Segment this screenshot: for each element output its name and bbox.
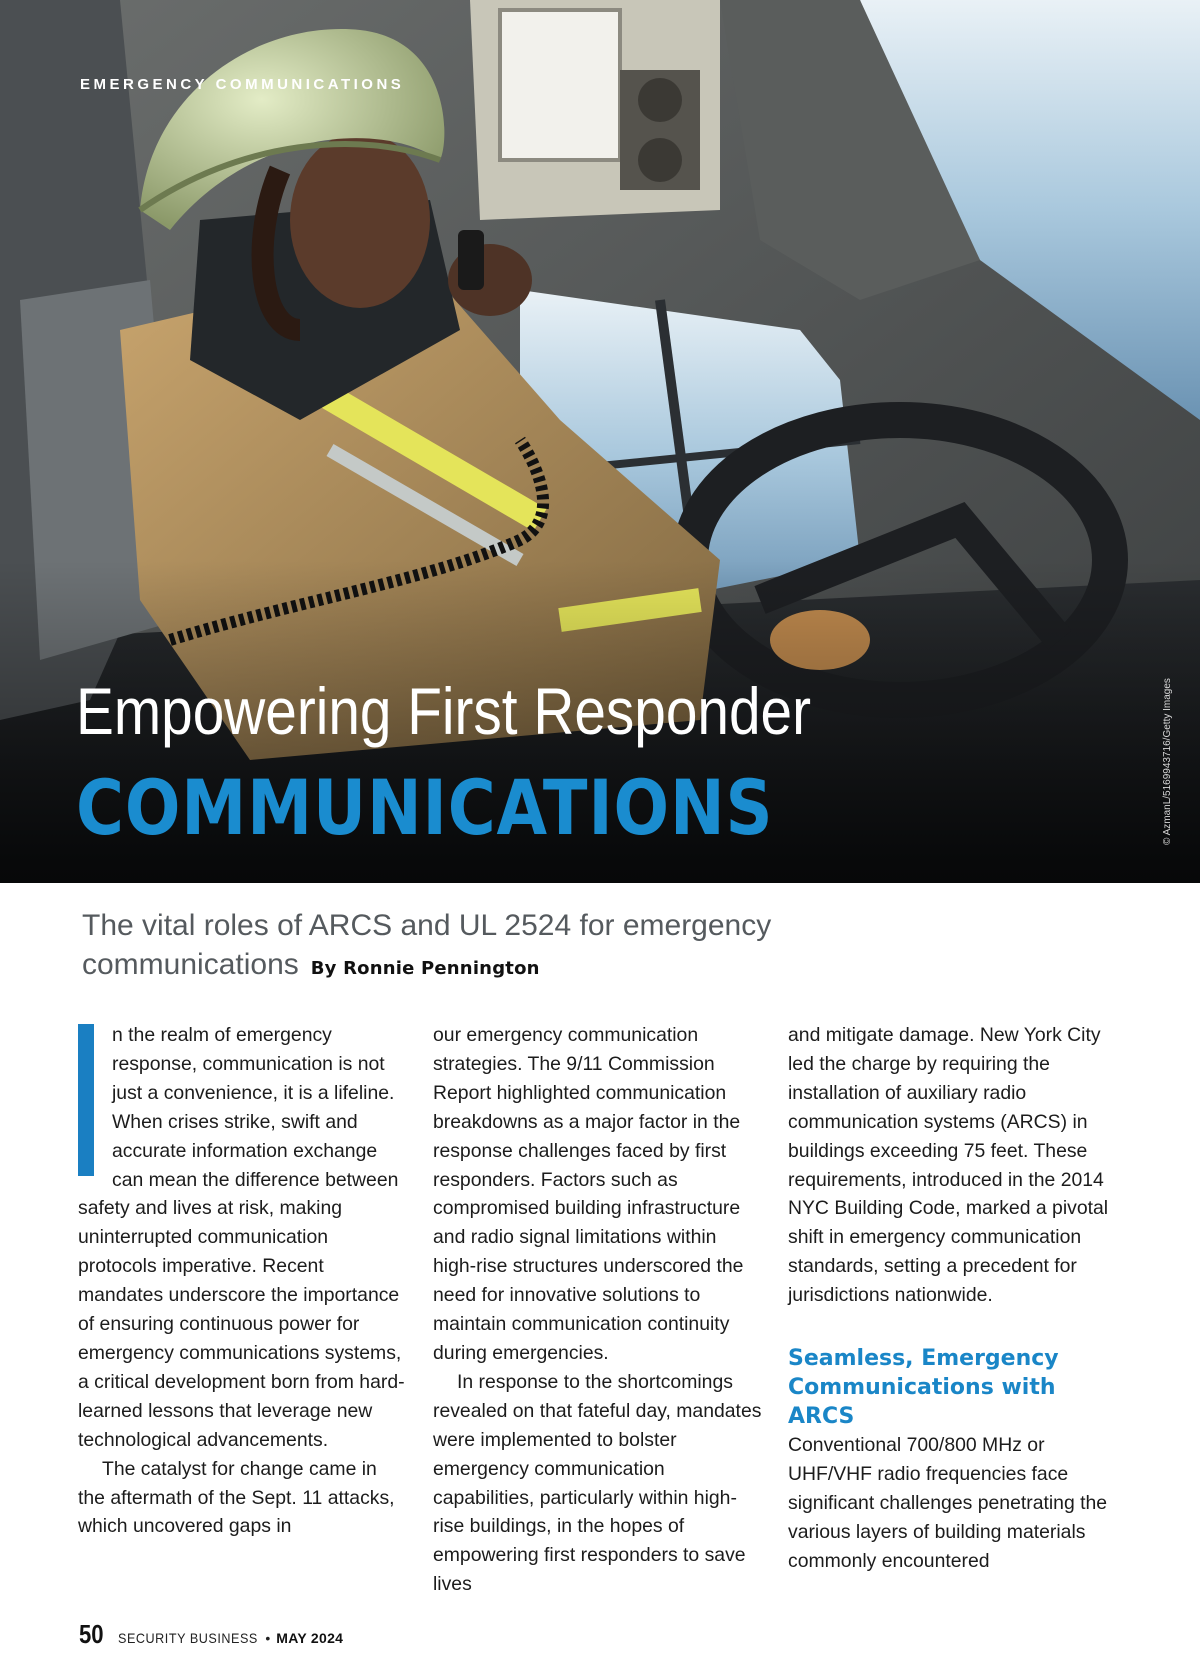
paragraph: In response to the shortcomings revealed on that fateful day, mandates were implemented to bolster emergency communication capabilities, particularly within high-rise buildings, in the hopes of empowering first responders to save lives [433,1370,762,1596]
drop-cap-bar [78,1024,94,1176]
paragraph: our emergency communication strategies. The 9/11 Commission Report highlighted communication breakdowns as a major factor in the response challenges faced by first responders. Factors such as compromised building infrastructure and radio signal limitations within high-rise structures underscored the need for innovative solutions to maintain communication continuity during emergencies. [433,1024,744,1364]
footer-separator: • [265,1630,271,1646]
page-number: 50 [79,1619,104,1649]
headline-line-1: Empowering First Responder [76,674,812,748]
paragraph: Conventional 700/800 MHz or UHF/VHF radio frequencies face significant challenges penetrating the various layers of building materials commonly encountered [788,1434,1108,1572]
section-label: EMERGENCY COMMUNICATIONS [80,76,405,93]
article-column-2 [433,1021,763,1599]
issue-date: MAY 2024 [276,1630,344,1646]
section-subhead: Seamless, Emergency Communications with ARCS [788,1346,1059,1430]
byline: By Ronnie Pennington [310,958,540,979]
publication-name: SECURITY BUSINESS [117,1630,258,1646]
photo-credit: © AzmanL/5169943716/Getty Images [1162,678,1173,845]
article-column-3 [788,1021,1118,1576]
subtitle-text: The vital roles of ARCS and UL 2524 for emergency communications [82,909,772,981]
paragraph: The catalyst for change came in the aftermath of the Sept. 11 attacks, which uncovered gaps in [78,1457,395,1538]
paragraph: and mitigate damage. New York City led the charge by requiring the installation of auxiliary radio communication systems (ARCS) in buildings exceeding 75 feet. These requirements, introduced in the 2014 NYC Building Code, marked a pivotal shift in emergency communication standards, setting a precedent for jurisdictions nationwide. [788,1024,1109,1307]
paragraph: n the realm of emergency response, communication is not just a convenience, it is a lifeline. When crises strike, swift and accurate information exchange can mean the difference between safety and lives at risk, making uninterrupted communication protocols imperative. Recent mandates underscore the importance of ensuring continuous power for emergency communications systems, a critical development born from hard-learned lessons that leverage new technological advancements. [78,1024,405,1451]
page-footer [79,1619,343,1650]
headline-line-2: COMMUNICATIONS [76,763,774,852]
article-column-1 [78,1021,408,1541]
subtitle [82,906,842,988]
